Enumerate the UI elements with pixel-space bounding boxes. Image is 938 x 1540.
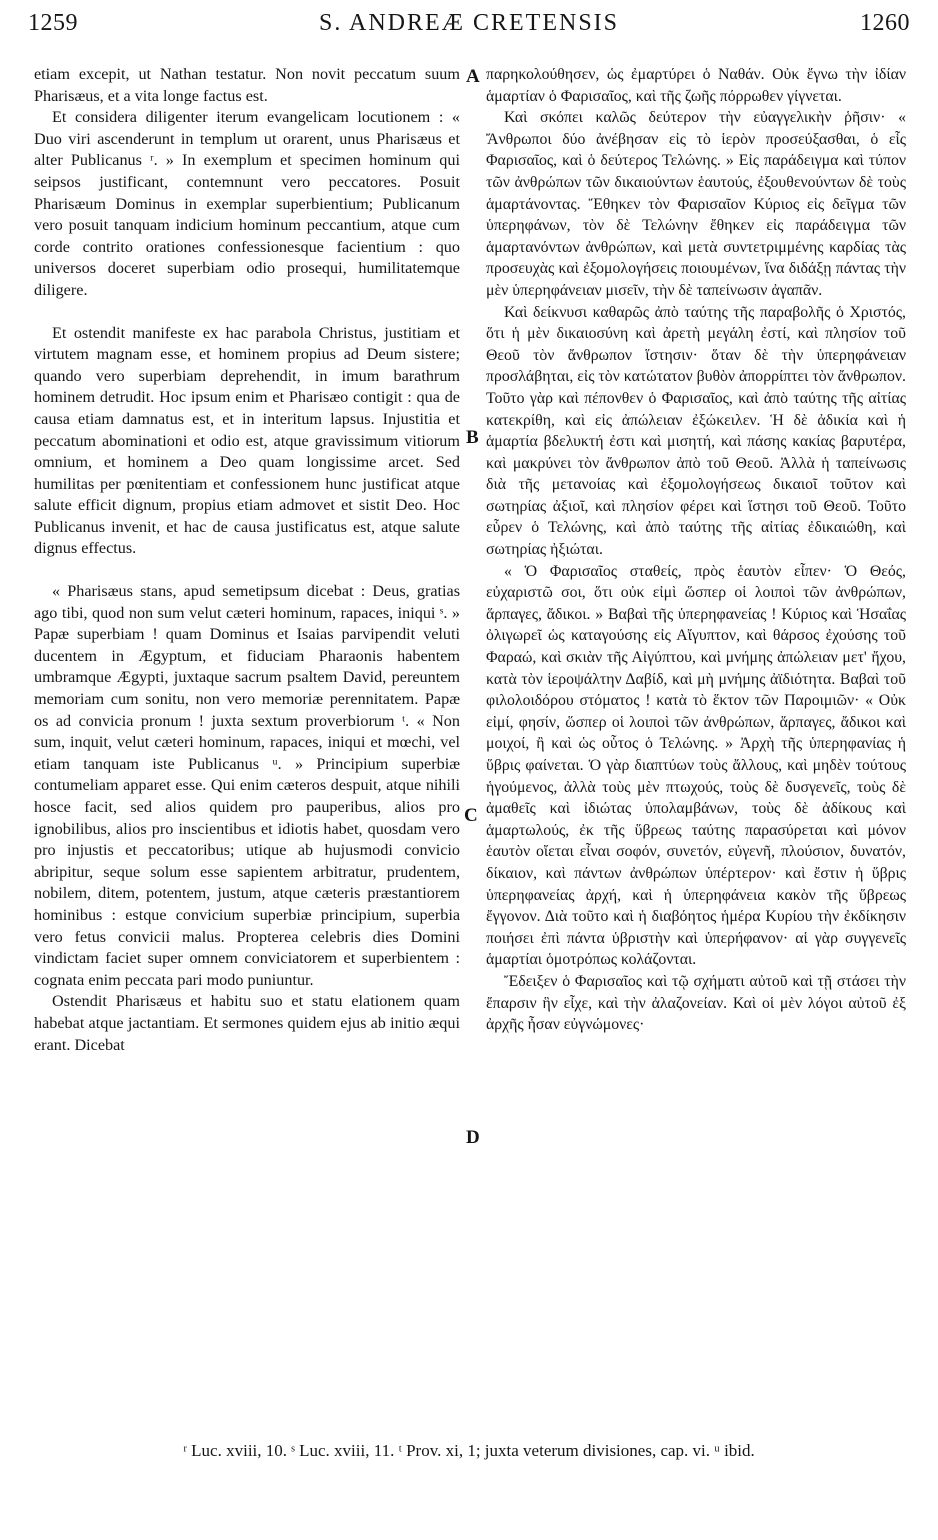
running-title: S. ANDREÆ CRETENSIS	[318, 10, 620, 36]
latin-paragraph-4: « Pharisæus stans, apud semetipsum dicebat : Deus, gratias ago tibi, quod non sum velut cæteri hominum, rapaces, iniqui ˢ. » Papæ superbiam ! quam Dominus et Isaias parvipendit veluti ducentem in Ægyptum, et fiduciam Pharaonis habentem umbramque Ægypti, juxtaque sacrum psaltem David, pereuntem memoriam cum sonitu, non vero memoriæ perennitatem. Papæ os ad convicia pronum ! juxta sextum proverbiorum ᵗ. « Non sum, inquit, velut cæteri hominum, rapaces, iniqui et mœchi, vel etiam tanquam iste Publicanus ᵘ. » Principium superbiæ contumeliam apparet esse. Qui enim cæteros despuit, atque nihili hosce facit, sed alios quidem pro pauperibus, alios pro ignobilibus, alios pro inscientibus et idiotis habet, quosdam vero pro injustis et peccatoribus; utique ab hujusmodi convicio abripitur, seque solum esse sapientem arbitratur, prudentem, nobilem, ditem, potentem, justum, atque cæteris præstantiorem hominibus : estque convicium superbiæ principium, superbia vero fetus convicii malus. Propterea celebris dies Domini vindictam faciet super omnem conviciatorem et superbientem : cognata enim peccata pari modo puniuntur.	[34, 582, 460, 989]
section-marker-c: C	[464, 805, 478, 826]
section-marker-b: B	[466, 427, 479, 448]
page-number-right: 1260	[860, 10, 910, 36]
greek-paragraph-1: παρηκολούθησεν, ὡς ἐμαρτύρει ὁ Ναθάν. Οὐκ ἔγνω τὴν ἰδίαν ἁμαρτίαν ὁ Φαρισαῖος, καὶ τῆς ζωῆς πόρρωθεν γίγνεται.	[486, 66, 906, 105]
greek-paragraph-4: « Ὁ Φαρισαῖος σταθείς, πρὸς ἑαυτὸν εἶπεν· Ὁ Θεός, εὐχαριστῶ σοι, ὅτι οὐκ εἰμὶ ὥσπερ οἱ λοιποὶ τῶν ἀνθρώπων, ἅρπαγες, ἄδικοι. » Βαβαὶ τῆς ὑπερηφανείας ! Κύριος καὶ Ἡσαΐας ὀλιγωρεῖ ὡς καταγούσης εἰς Αἴγυπτον, καὶ θάρσος ἐχούσης τοῦ Φαραώ, καὶ σκιὰν τῆς Αἰγύπτου, καὶ μνήμης ἀπώλειαν μετ' ἤχου, κατὰ τὸν ἱεροψάλτην Δαβίδ, καὶ μὴ μνήμης ἀϊδιότητα. Βαβαὶ τοῦ φιλολοιδόρου στόματος ! κατὰ τὸ ἕκτον τῶν Παροιμιῶν· « Οὐκ εἰμί, φησίν, ὥσπερ οἱ λοιποὶ τῶν ἀνθρώπων, ἅρπαγες, ἄδικοι καὶ μοιχοί, ἢ καὶ ὡς οὗτος ὁ Τελώνης. » Ἀρχὴ τῆς ὑπερηφανίας ἡ ὕβρις φαίνεται. Ὁ γὰρ διαπτύων τοὺς ἄλλους, καὶ μηδὲν τούτους ἡγούμενος, ἀλλὰ τοὺς μὲν πτωχούς, τοὺς δὲ δυσγενεῖς, τοὺς δὲ ἀμαθεῖς καὶ ἰδιώτας ὑπολαμβάνων, τοὺς δὲ ἀδίκους καὶ ἁμαρτωλούς, ἐκ τῆς ὕβρεως ταύτης παρασύρεται καὶ μόνον ἑαυτὸν οἴεται εἶναι σοφόν, συνετόν, εὐγενῆ, πλούσιον, δυνατόν, δίκαιον, καὶ πάντων ἀνθρώπων ὑπέρτερον· καὶ ἔστιν ἡ ὕβρις ὑπερηφανείας ἀρχή, καὶ ἡ ὑπερηφάνεια κακὸν τῆς ὕβρεως ἔγγονον. Διὰ τοῦτο καὶ ἡ διαβόητος ἡμέρα Κυρίου τὴν ἐκδίκησιν ποιήσει ἐπὶ πάντα ὑβριστὴν καὶ ὑπερήφανον· αἱ γὰρ συγγενεῖς ἁμαρτίαι ὁμοτρόπως κολάζονται.	[486, 562, 906, 969]
section-marker-d: D	[466, 1127, 480, 1148]
page-number-left: 1259	[28, 10, 78, 36]
greek-paragraph-3: Καὶ δείκνυσι καθαρῶς ἀπὸ ταύτης τῆς παραβολῆς ὁ Χριστός, ὅτι ἡ μὲν δικαιοσύνη καὶ ἀρετὴ μεγάλη ἐστί, καὶ πλησίον τοῦ Θεοῦ τὸν ἄνθρωπον ἵστησιν· ὅταν δὲ τὴν ὑπερηφάνειαν προσλάβηται, εἰς τὸν κατώτατον βυθὸν ἀπορρίπτει τὸν ἄνθρωπον. Τοῦτο γὰρ καὶ πέπονθεν ὁ Φαρισαῖος, καὶ ἀπὸ ταύτης τῆς αἰτίας κατεκρίθη, καὶ εἰς ἀπώλειαν ἐξώκειλεν. Ἡ δὲ ἀδικία καὶ ἡ ἁμαρτία βδελυκτή ἐστι καὶ μισητή, καὶ πάσης κακίας βαρυτέρα, καὶ μακρύνει τὸν ἄνθρωπον ἀπὸ τοῦ Θεοῦ. Ἀλλὰ ἡ ταπείνωσις διὰ τῆς μετανοίας καὶ ἐξομολογήσεως δικαιοῖ τοῦτον καὶ σωτηρίας ἀξιοῖ, καὶ πλησίον φέρει καὶ ἵστησι τοῦ Θεοῦ. Τοῦτο εὗρεν ὁ Τελώνης, καὶ ἀπὸ ταύτης τῆς αἰτίας ἐδικαιώθη, καὶ σωτηρίας ἠξιώται.	[486, 303, 906, 559]
greek-paragraph-2: Καὶ σκόπει καλῶς δεύτερον τὴν εὐαγγελικὴν ῥῆσιν· « Ἄνθρωποι δύο ἀνέβησαν εἰς τὸ ἱερὸν προσεύξασθαι, ὁ εἷς Φαρισαῖος, καὶ ὁ δεύτερος Τελώνης. » Εἰς παράδειγμα καὶ τύπον τῶν ἀνθρώπων τῶν δικαιούντων ἑαυτούς, ἐξουθενούντων δὲ τοὺς ἁμαρτάνοντας. Ἔθηκεν τὸν Φαρισαῖον Κύριος εἰς δεῖγμα τῶν ὑπερηφάνων, τὸν δὲ Τελώνην ἔθηκεν εἰς παράδειγμα τῶν ἁμαρτανόντων ἀνθρώπων, καὶ μετὰ συντετριμμένης καρδίας τὰς προσευχὰς καὶ ἐξομολογήσεις ποιουμένων, ἵνα διδάξῃ πάντας τὴν μὲν ὑπερηφάνειαν μισεῖν, τὴν δὲ ταπείνωσιν ἀγαπᾶν.	[486, 109, 906, 299]
latin-paragraph-1: etiam excepit, ut Nathan testatur. Non novit peccatum suum Pharisæus, et a vita longe factus est.	[34, 65, 460, 105]
section-marker-a: A	[466, 66, 480, 87]
latin-paragraph-3: Et ostendit manifeste ex hac parabola Christus, justitiam et virtutem magnam esse, et hominem propius ad Deum sistere; quando vero superbiam deprehendit, in imum barathrum hominem detrudit. Hoc ipsum enim et Pharisæo contigit : qua de causa etiam damnatus est, et in interitum lapsus. Injustitia et peccatum abominationi et odio est, atque gravissimum vitiorum omnium, et hominem a Deo quam longissime arcet. Sed humilitas per pœnitentiam et confessionem hunc justificat atque salute efficit dignum, propius etiam admovet et sistit Deo. Hoc Publicanus invenit, et hac de causa justificatus est, atque salute dignus effectus.	[34, 323, 460, 558]
greek-paragraph-5: Ἔδειξεν ὁ Φαρισαῖος καὶ τῷ σχήματι αὐτοῦ καὶ τῇ στάσει τὴν ἔπαρσιν ἣν εἶχε, καὶ τὴν ἀλαζονείαν. Καὶ οἱ μὲν λόγοι αὐτοῦ ἐξ ἀρχῆς ἦσαν εὐγνώμονες·	[486, 972, 906, 1034]
page-header	[0, 8, 938, 38]
latin-paragraph-5: Ostendit Pharisæus et habitu suo et statu elationem quam habebat atque jactantiam. Et sermones quidem ejus ab initio æqui erant. Dicebat	[34, 992, 460, 1054]
footnotes: ʳ Luc. xviii, 10. ˢ Luc. xviii, 11. ᵗ Prov. xi, 1; juxta veterum divisiones, cap. vi. ᵘ ibid.	[183, 1441, 755, 1460]
latin-paragraph-2: Et considera diligenter iterum evangelicam locutionem : « Duo viri ascenderunt in templum ut orarent, unus Pharisæus et alter Publicanus ʳ. » In exemplum et specimen hominum qui seipsos justificant, contemnunt vero peccatores. Posuit Pharisæum Dominus in exemplar superbientium; Publicanum vero posuit tanquam indicium hominum peccantium, atque cum corde contrito orationes confessionesque facientium : quo universos doceret superbiam odio prosequi, humilitatemque diligere.	[34, 108, 460, 299]
latin-column	[34, 64, 460, 1056]
greek-column	[486, 64, 906, 1036]
